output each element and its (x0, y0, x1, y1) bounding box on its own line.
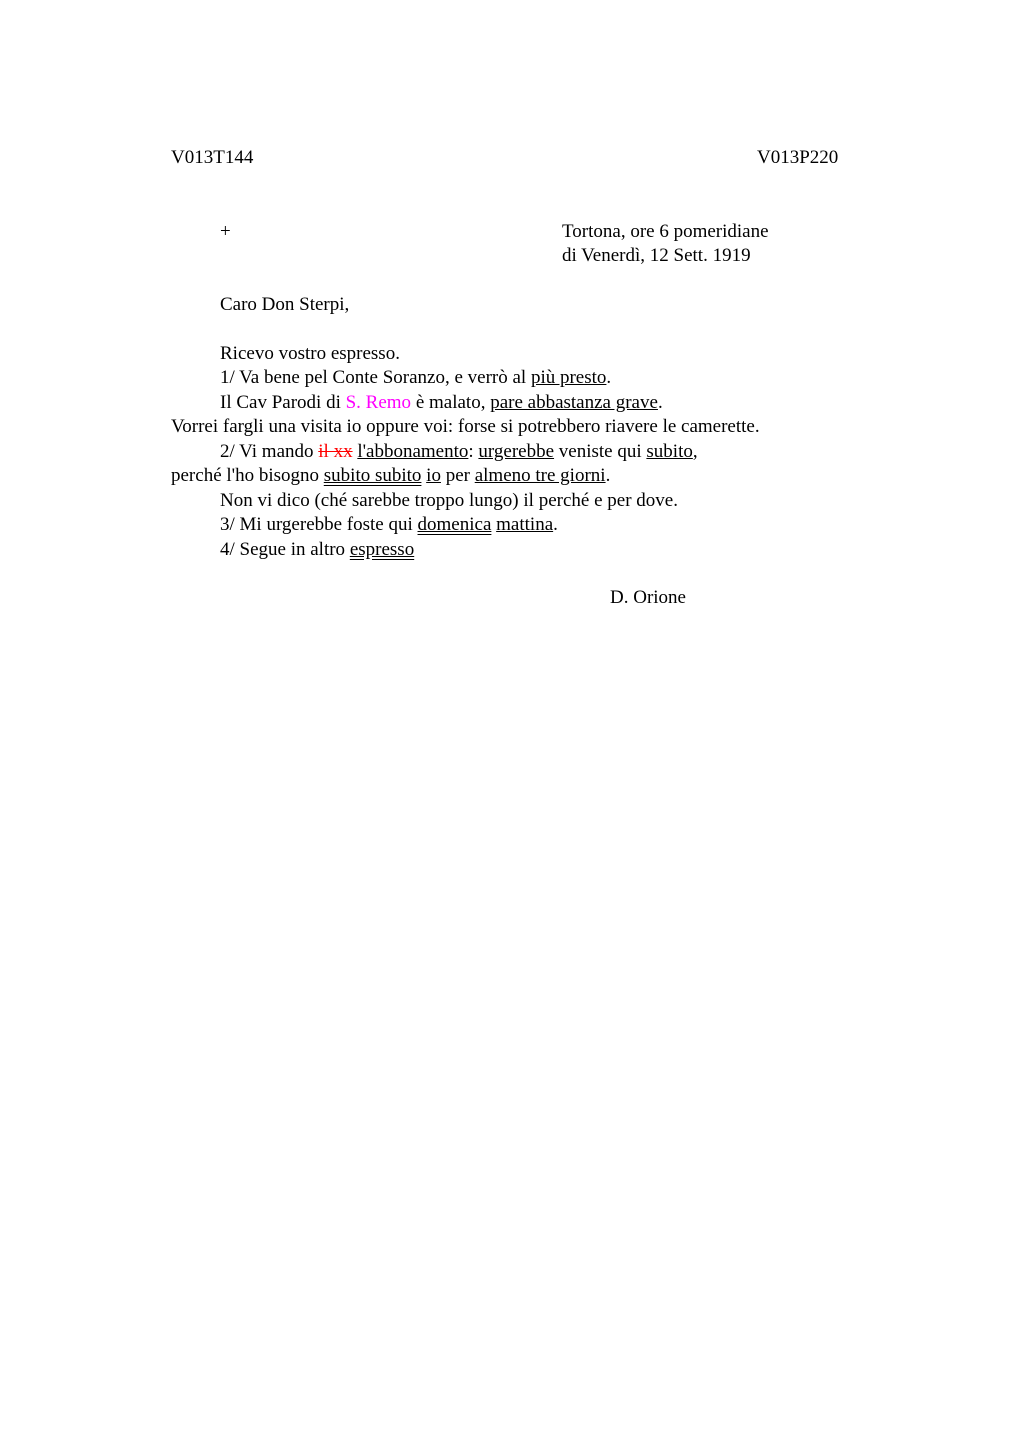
line2-text-a: 1/ Va bene pel Conte Soranzo, e verrò al (220, 367, 531, 388)
line3-underlined: pare abbastanza grave (490, 392, 658, 413)
line5-underlined-subito: subito (646, 441, 693, 462)
signature: D. Orione (610, 587, 686, 608)
letter-line-1: Ricevo vostro espresso. (220, 343, 400, 364)
line5-text-i: , (692, 441, 698, 462)
line6-text-e: per (440, 465, 475, 486)
line6-double-underlined-subito: subito subito (323, 465, 422, 486)
line5-text-a: 2/ Vi mando (220, 441, 319, 462)
letter-line-9 (220, 538, 414, 562)
salutation: Caro Don Sterpi, (220, 294, 350, 315)
letter-line-5 (220, 440, 698, 464)
place-name-san-remo: S. Remo (345, 392, 412, 413)
line2-text-c: . (606, 367, 612, 388)
line6-underlined-almeno: almeno tre giorni (474, 465, 606, 486)
line3-text-e: . (657, 392, 663, 413)
line5-underlined-urgerebbe: urgerebbe (478, 441, 555, 462)
line5-text-g: veniste qui (554, 441, 647, 462)
line8-double-underlined-domenica: domenica (417, 514, 492, 535)
line2-underlined: più presto (530, 367, 607, 388)
line5-underlined-abbonamento: l'abbonamento (357, 441, 469, 462)
cross-symbol: + (220, 221, 231, 242)
line5-text-e: : (468, 441, 479, 462)
line8-text-a: 3/ Mi urgerebbe foste qui (220, 514, 418, 535)
letter-line-6 (171, 464, 610, 488)
letter-line-4: Vorrei fargli una visita io oppure voi: forse si potrebbero riavere le camerette. (171, 416, 760, 437)
letter-line-7: Non vi dico (ché sarebbe troppo lungo) il perché e per dove. (220, 490, 678, 511)
line3-text-c: è malato, (411, 392, 491, 413)
line8-underlined-mattina: mattina (496, 514, 554, 535)
line9-text-a: 4/ Segue in altro (220, 539, 350, 560)
header-right-code: V013P220 (757, 147, 839, 168)
line3-text-a: Il Cav Parodi di (220, 392, 346, 413)
header-left-code: V013T144 (171, 147, 254, 168)
letter-line-8 (220, 513, 558, 537)
letter-line-2 (220, 366, 611, 390)
line8-text-e: . (553, 514, 558, 535)
line9-double-underlined-espresso: espresso (349, 539, 415, 560)
letter-line-3 (220, 391, 663, 415)
line6-underlined-io: io (426, 465, 441, 486)
place-date-line2: di Venerdì, 12 Sett. 1919 (562, 245, 751, 266)
line6-text-g: . (605, 465, 611, 486)
place-date-line1: Tortona, ore 6 pomeridiane (562, 221, 769, 242)
line6-text-a: perché l'ho bisogno (171, 465, 324, 486)
deleted-text: il xx (318, 441, 353, 462)
